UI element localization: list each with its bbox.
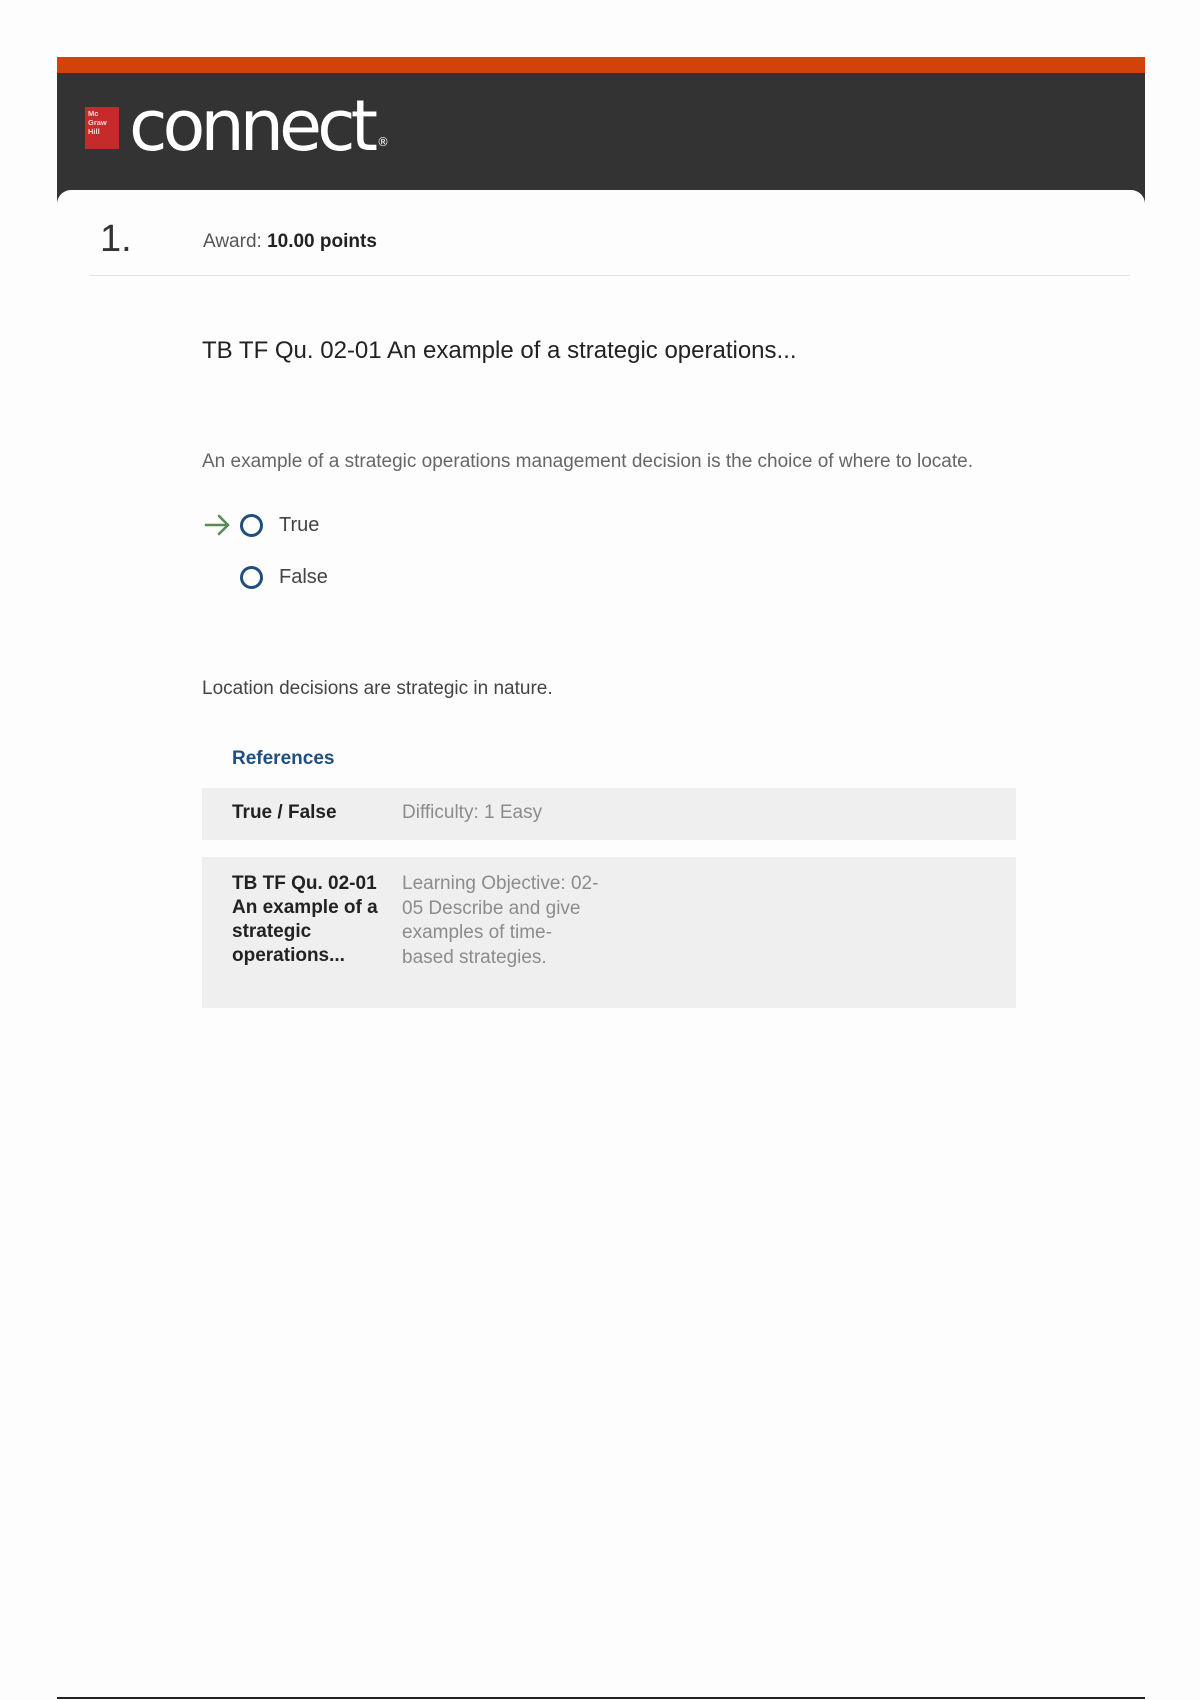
reference-row — [202, 788, 1016, 840]
question-text: An example of a strategic operations management decision is the choice of where to locate. — [202, 451, 973, 472]
trademark-symbol: ® — [377, 135, 390, 149]
correct-answer-arrow-icon — [204, 512, 232, 538]
mcgraw-hill-logo — [85, 107, 119, 149]
award-value: 10.00 points — [267, 231, 377, 252]
reference-value: Learning Objective: 02-05 Describe and give examples of time-based strategies. — [402, 873, 599, 968]
accent-top-bar — [57, 57, 1145, 73]
logo-line: Hill — [88, 127, 100, 136]
option-label: False — [279, 565, 328, 588]
reference-value: Difficulty: 1 Easy — [402, 802, 543, 823]
question-number: 1. — [100, 218, 132, 260]
radio-button[interactable] — [240, 514, 263, 537]
reference-key: TB TF Qu. 02-01 An example of a strategic operations... — [232, 873, 378, 966]
connect-wordmark — [129, 81, 390, 171]
question-title: TB TF Qu. 02-01 An example of a strategic operations... — [202, 337, 797, 364]
logo-line: Graw — [88, 118, 107, 127]
wordmark-text: connect — [129, 85, 374, 167]
bottom-rule — [57, 1697, 1145, 1699]
option-false[interactable] — [240, 562, 328, 592]
references-heading: References — [232, 748, 335, 769]
divider — [90, 275, 1130, 276]
app-header — [57, 73, 1145, 203]
option-true[interactable] — [240, 510, 319, 540]
reference-row — [202, 857, 1016, 1008]
award-label: Award: — [203, 231, 262, 252]
award-points — [203, 231, 377, 253]
option-label: True — [279, 513, 320, 536]
logo-line: Mc — [88, 109, 99, 118]
reference-key: True / False — [232, 802, 337, 823]
radio-button[interactable] — [240, 566, 263, 589]
answer-explanation: Location decisions are strategic in nature. — [202, 678, 553, 699]
